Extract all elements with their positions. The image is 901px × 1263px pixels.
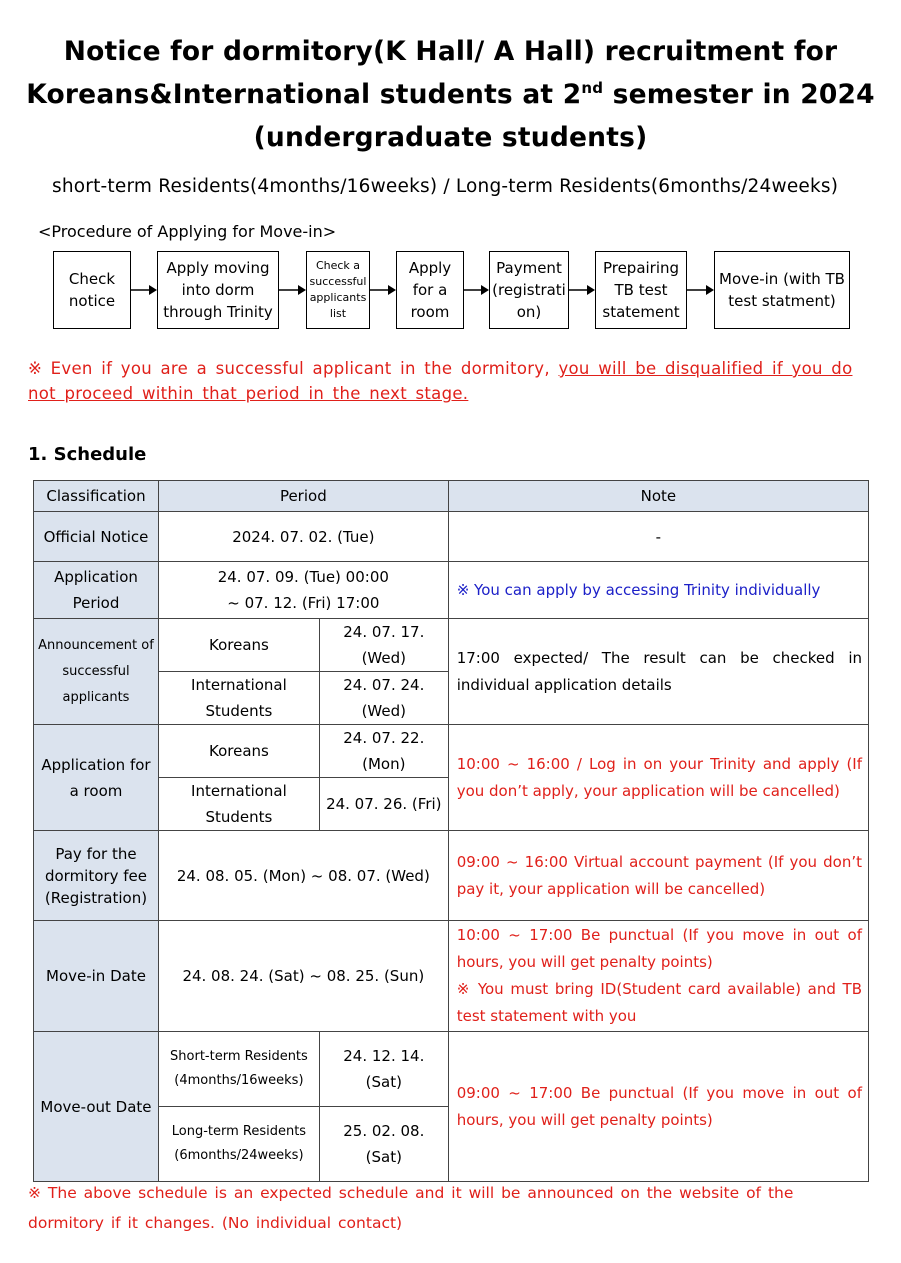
long-term-duration: (6months/24weeks) [174, 1148, 304, 1163]
header-note: Note [448, 481, 868, 512]
group-long-term [158, 1107, 319, 1182]
title-line-2-text: Koreans&International students at 2 [26, 79, 582, 110]
row-classification: Announcement of successful applicants [34, 619, 159, 725]
date-koreans: 24. 07. 22. (Mon) [319, 725, 448, 778]
procedure-label: <Procedure of Applying for Move-in> [38, 222, 337, 241]
arrow-icon [687, 283, 714, 297]
short-term-label: Short-term Residents [170, 1049, 308, 1064]
schedule-disclaimer: ※ The above schedule is an expected schedule and it will be announced on the website of the dormitory if it changes. (No individual contact) [28, 1184, 794, 1232]
arrow-icon [464, 283, 489, 297]
warning-prefix: ※ Even if you are a successful applicant in the dormitory, [28, 359, 559, 378]
date-international: 24. 07. 26. (Fri) [319, 778, 448, 831]
group-koreans: Koreans [158, 619, 319, 672]
step-move-in: Move-in (with TB test statment) [714, 251, 850, 329]
row-classification: Application Period [34, 562, 159, 619]
row-note: 09:00 ~ 16:00 Virtual account payment (If you don’t pay it, your application will be cancelled) [448, 831, 868, 921]
period-end: ~ 07. 12. (Fri) 17:00 [227, 594, 380, 612]
row-note: 09:00 ~ 17:00 Be punctual (If you move in out of hours, you will get penalty points) [448, 1032, 868, 1182]
step-apply-moving: Apply moving into dorm through Trinity [157, 251, 279, 329]
date-international: 24. 07. 24. (Wed) [319, 672, 448, 725]
row-period: 24. 08. 24. (Sat) ~ 08. 25. (Sun) [158, 921, 448, 1032]
table-header-row [34, 481, 869, 512]
subtitle: short-term Residents(4months/16weeks) / Long-term Residents(6months/24weeks) [52, 176, 839, 197]
step-payment: Payment (registration) [489, 251, 569, 329]
row-period: 24. 08. 05. (Mon) ~ 08. 07. (Wed) [158, 831, 448, 921]
step-tb-test: Prepairing TB test statement [595, 251, 687, 329]
arrow-icon [370, 283, 396, 297]
table-row [34, 921, 869, 1032]
date-koreans: 24. 07. 17. (Wed) [319, 619, 448, 672]
title-line-1: Notice for dormitory(K Hall/ A Hall) recruitment for [63, 36, 838, 67]
row-classification: Official Notice [34, 512, 159, 562]
group-short-term [158, 1032, 319, 1107]
header-period: Period [158, 481, 448, 512]
long-term-label: Long-term Residents [171, 1124, 307, 1139]
title-line-2 [0, 73, 901, 116]
table-row [34, 562, 869, 619]
short-term-duration: (4months/16weeks) [174, 1073, 304, 1088]
row-note: ※ You can apply by accessing Trinity individually [448, 562, 868, 619]
step-check-list: Check a successful applicants list [306, 251, 370, 329]
row-note: 17:00 expected/ The result can be checked in individual application details [448, 619, 868, 725]
header-classification: Classification [34, 481, 159, 512]
row-period [158, 562, 448, 619]
page-title [0, 30, 901, 159]
title-superscript: nd [581, 79, 604, 97]
arrow-icon [279, 283, 306, 297]
table-row [34, 725, 869, 778]
row-note: 10:00 ~ 16:00 / Log in on your Trinity and apply (If you don’t apply, your application will be cancelled) [448, 725, 868, 831]
warning-underlined: you will be disqualified if you do not proceed within that period in the next stage. [28, 359, 853, 403]
arrow-icon [569, 283, 595, 297]
row-note [448, 921, 868, 1032]
group-international: International Students [158, 672, 319, 725]
group-koreans: Koreans [158, 725, 319, 778]
row-note: - [448, 512, 868, 562]
row-classification: Move-in Date [34, 921, 159, 1032]
step-apply-room: Apply for a room [396, 251, 464, 329]
date-long-term: 25. 02. 08. (Sat) [319, 1107, 448, 1182]
date-short-term: 24. 12. 14. (Sat) [319, 1032, 448, 1107]
schedule-table [33, 480, 869, 1182]
step-check-notice: Check notice [53, 251, 131, 329]
title-line-2-end: semester in 2024 [603, 79, 875, 110]
arrow-icon [131, 283, 157, 297]
table-row [34, 1032, 869, 1107]
move-in-note-2: ※ You must bring ID(Student card available) and TB test statement with you [456, 980, 862, 1025]
title-line-3: (undergraduate students) [253, 122, 648, 153]
row-period: 2024. 07. 02. (Tue) [158, 512, 448, 562]
period-start: 24. 07. 09. (Tue) 00:00 [217, 568, 389, 586]
row-classification: Application for a room [34, 725, 159, 831]
disqualification-warning [28, 356, 873, 406]
row-classification: Pay for the dormitory fee (Registration) [34, 831, 159, 921]
table-row [34, 831, 869, 921]
table-row [34, 512, 869, 562]
group-international: International Students [158, 778, 319, 831]
table-row [34, 619, 869, 672]
section-heading: 1. Schedule [28, 444, 147, 465]
row-classification: Move-out Date [34, 1032, 159, 1182]
move-in-note-1: 10:00 ~ 17:00 Be punctual (If you move in out of hours, you will get penalty points) [456, 926, 862, 971]
